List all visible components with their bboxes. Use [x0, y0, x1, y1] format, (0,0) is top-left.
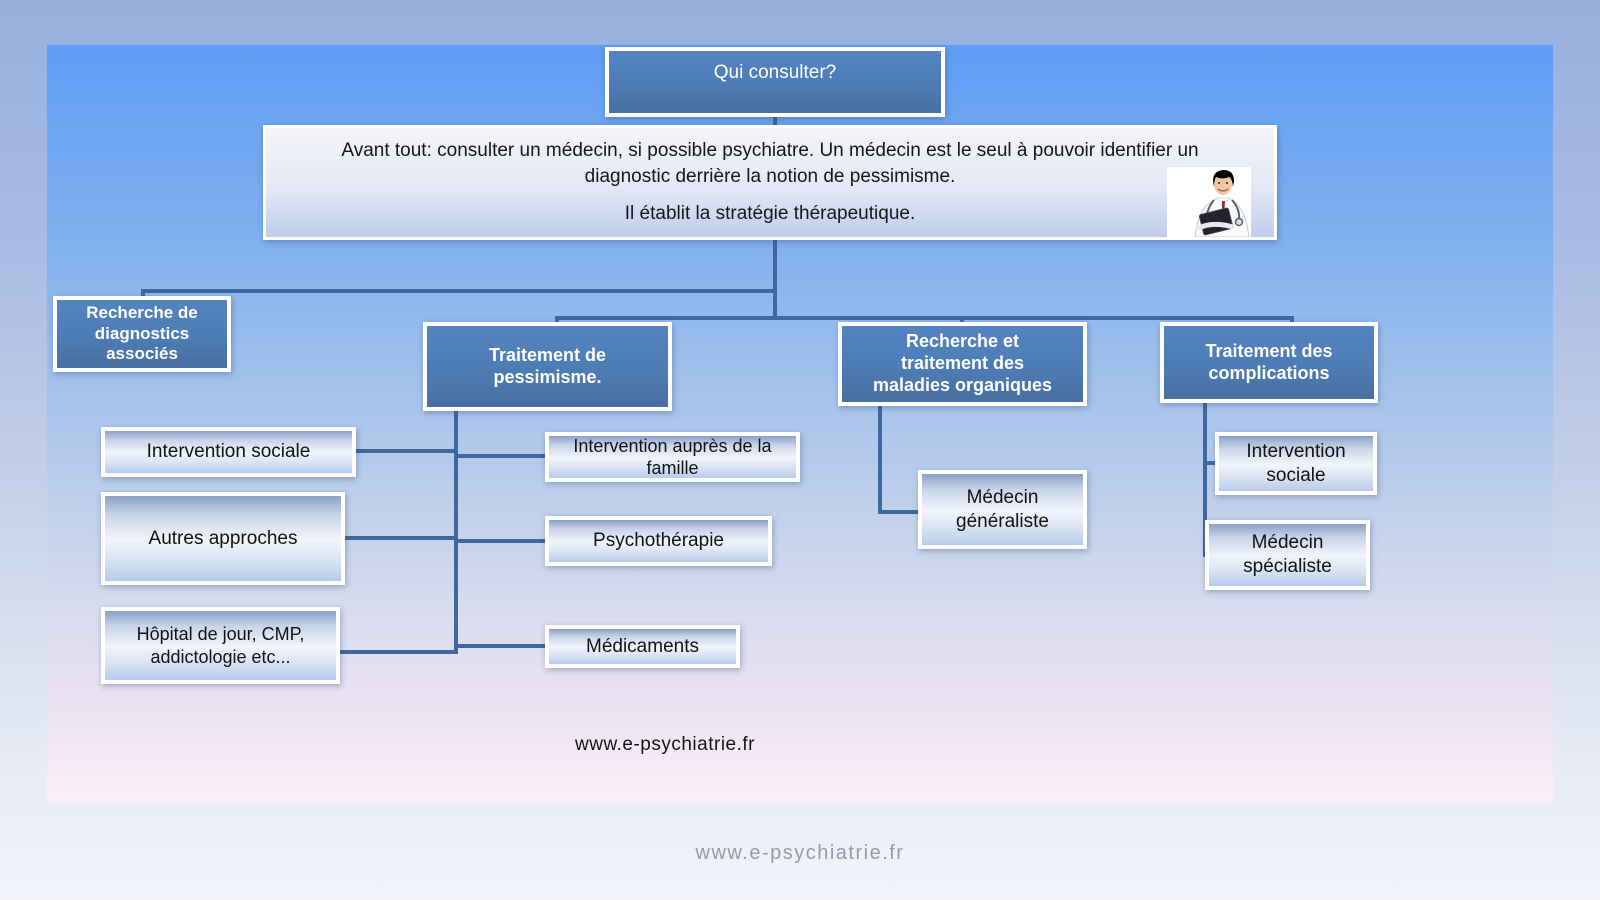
node-label: Médicaments	[586, 635, 699, 657]
node-psychotherapie	[545, 516, 772, 566]
page-watermark-url: www.e-psychiatrie.fr	[695, 842, 905, 864]
node-label: Qui consulter?	[713, 62, 837, 83]
node-autres-approches	[101, 492, 345, 585]
node-recherche-traitement-organiques	[838, 322, 1087, 406]
node-medicaments	[545, 625, 740, 668]
node-intervention-sociale-right	[1215, 432, 1377, 495]
node-label: Intervention auprès de la famille	[573, 435, 772, 478]
node-intervention-famille	[545, 432, 800, 482]
node-label: Hôpital de jour, CMP, addictologie etc...	[136, 624, 305, 667]
node-label: Intervention sociale	[1246, 440, 1346, 486]
node-qui-consulter	[605, 47, 945, 117]
node-label: Médecin généraliste	[956, 486, 1049, 532]
node-intro	[263, 125, 1277, 240]
node-label: Intervention sociale	[146, 441, 311, 463]
node-label: Psychothérapie	[593, 530, 724, 552]
node-medecin-specialiste	[1205, 520, 1370, 590]
node-label: Traitement de pessimisme.	[488, 344, 607, 387]
node-label: Traitement des complications	[1205, 340, 1333, 383]
node-label: Recherche de diagnostics associés	[86, 302, 198, 364]
intro-paragraph-2: Il établit la stratégie thérapeutique.	[624, 202, 916, 224]
node-medecin-generaliste	[918, 470, 1087, 549]
node-label: Recherche et traitement des maladies organiques	[872, 331, 1053, 395]
node-intervention-sociale-left	[101, 427, 356, 477]
node-label: Autres approches	[148, 527, 298, 549]
node-traitement-complications	[1160, 322, 1378, 403]
node-traitement-pessimisme	[423, 322, 672, 411]
slide-watermark-url: www.e-psychiatrie.fr	[575, 734, 755, 755]
intro-paragraph-1: Avant tout: consulter un médecin, si possible psychiatre. Un médecin est le seul à pouvoir identifier un diagnostic derrière la notion de pessimisme.	[341, 139, 1199, 188]
node-recherche-diagnostics	[53, 296, 231, 372]
node-label: Médecin spécialiste	[1243, 532, 1332, 577]
node-hopital-cmp	[101, 607, 340, 684]
doctor-clipart-image	[1167, 167, 1251, 237]
